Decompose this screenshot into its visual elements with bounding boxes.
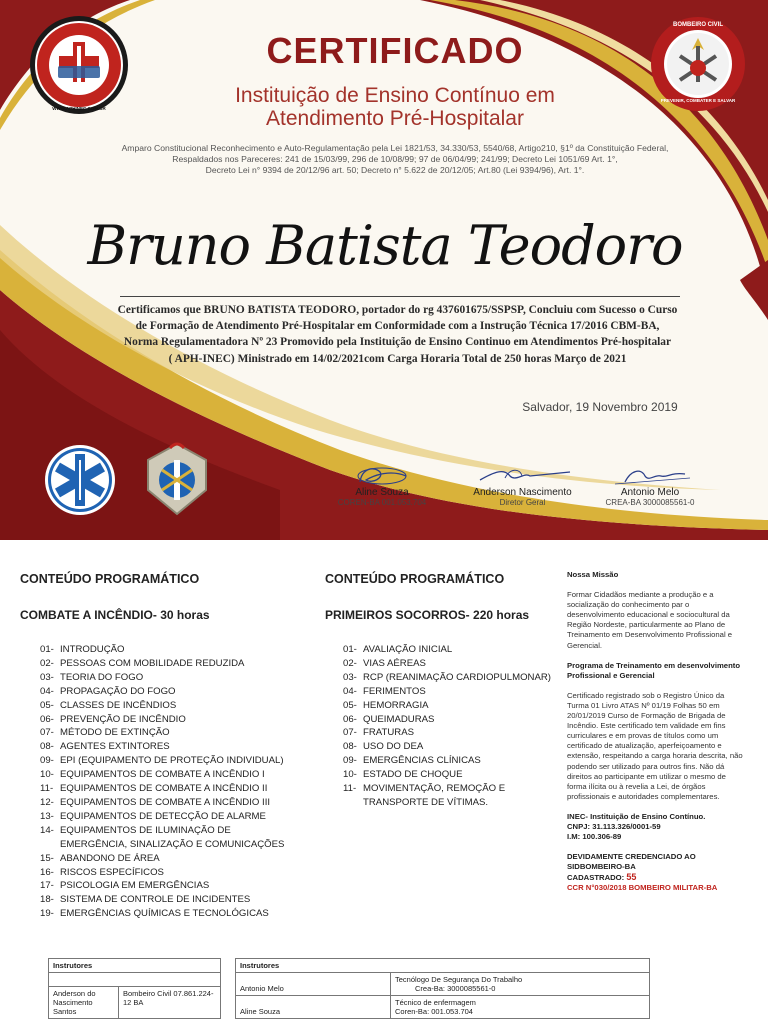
signature-name: Anderson Nascimento <box>473 487 572 498</box>
list-item <box>343 740 553 754</box>
mission-panel <box>567 570 747 894</box>
list-item-text: MÉTODO DE EXTINÇÃO <box>60 727 170 739</box>
list-item-text: PSICOLOGIA EM EMERGÊNCIAS <box>60 880 210 892</box>
signature-scribble-icon <box>322 462 442 488</box>
certificate-body <box>95 302 700 367</box>
program-text: Certificado registrado sob o Registro Único da Turma 01 Livro ATAS Nº 01/19 Folhas 50 em 20/01/2019 Curso de Formação de Brigada de Incêndio. Este certificado tem validade em fins curriculares e em provas de títulos como um certificado de atualização, aperfeiçoamento e extensão, respeitando a carga horaria descrita, não podendo ser utilizado para outros fins. Não dá direitos ao participante em utilizar o mesmo de forma ilícita ou à revelia a Lei, de órgãos profissionais e autoridades complementares. <box>567 690 743 801</box>
cadastrado-value: 55 <box>626 872 637 883</box>
list-item-text: EQUIPAMENTOS DE DETECÇÃO DE ALARME <box>60 810 266 822</box>
cadastrado-line <box>567 872 747 883</box>
instructors-header: Instrutores <box>49 959 221 973</box>
cadastrado-label: CADASTRADO: <box>567 873 625 883</box>
list-item <box>40 713 300 727</box>
list-item <box>40 685 300 699</box>
program-right-list <box>343 643 553 810</box>
star-of-life-icon <box>44 444 116 516</box>
inec-seal-icon <box>28 14 130 116</box>
list-item <box>40 671 300 685</box>
list-item-number: 10- <box>343 769 357 781</box>
list-item-text: EQUIPAMENTOS DE COMBATE A INCÊNDIO III <box>60 796 271 808</box>
list-item-number: 09- <box>40 755 54 767</box>
list-item <box>40 768 300 782</box>
list-item <box>40 824 300 852</box>
list-item-number: 05- <box>343 699 357 711</box>
body-line3: Norma Regulamentadora Nº 23 Promovido pela Instituição de Ensino Continuo em Atendimentos Pré-hospitalar <box>123 336 672 349</box>
signature-scribble-icon <box>595 462 705 488</box>
list-item-text: AVALIAÇÃO INICIAL <box>363 644 453 655</box>
list-item-text: VIAS AÉREAS <box>363 657 426 669</box>
table-row <box>236 996 650 1019</box>
list-item <box>40 852 300 866</box>
list-item <box>343 726 553 740</box>
list-item <box>343 768 553 782</box>
list-item-number: 10- <box>40 769 54 781</box>
list-item-text: RCP (REANIMAÇÃO CARDIOPULMONAR) <box>363 671 551 683</box>
list-item <box>343 699 553 713</box>
ccr-registration: CCR N°030/2018 BOMBEIRO MILITAR-BA <box>567 883 718 893</box>
list-item <box>40 907 300 921</box>
instructor-info <box>391 996 650 1019</box>
signature-anderson <box>460 462 585 508</box>
list-item <box>343 754 553 768</box>
list-item-number: 09- <box>343 755 357 767</box>
list-item-text: HEMORRAGIA <box>363 699 429 711</box>
bombeiro-seal-bottom-label: PREVENIR, COMBATER E SALVAR <box>660 98 736 103</box>
list-item <box>343 643 553 657</box>
instructors-table-left <box>48 958 221 1019</box>
instructor-info: Bombeiro Civil 07.861.224-12 BA <box>119 987 221 1019</box>
list-item-number: 07- <box>343 727 357 739</box>
instructor-name: Aline Souza <box>236 996 391 1019</box>
list-item-number: 16- <box>40 866 54 878</box>
list-item-text: EPI (EQUIPAMENTO DE PROTEÇÃO INDIVIDUAL) <box>60 755 284 767</box>
list-item-text: ESTADO DE CHOQUE <box>363 769 463 781</box>
list-item-number: 19- <box>40 908 54 920</box>
signature-role: Diretor Geral <box>499 498 546 507</box>
place-date: Salvador, 19 Novembro 2019 <box>522 400 678 414</box>
list-item <box>343 685 553 699</box>
program-left-subheading: COMBATE A INCÊNDIO- 30 horas <box>20 608 210 622</box>
list-item-text: EMERGÊNCIAS QUÍMICAS E TECNOLÓGICAS <box>60 908 269 920</box>
legal-basis <box>105 143 685 176</box>
instructor-info-line1: Técnico de enfermagem <box>395 998 476 1007</box>
list-item-text: QUEIMADURAS <box>363 713 435 725</box>
list-item <box>343 657 553 671</box>
instructor-name: Anderson do Nascimento Santos <box>49 987 119 1019</box>
list-item-number: 12- <box>40 796 54 808</box>
instructors-table-right <box>235 958 650 1019</box>
program-left-heading: CONTEÚDO PROGRAMÁTICO <box>20 572 200 586</box>
legal-line3: Decreto Lei n° 9394 de 20/12/96 art. 50; Decreto n° 5.622 de 20/12/05; Art.80 (Lei 9394/96), Art. 1°. <box>205 165 585 175</box>
cnpj: CNPJ: 31.113.326/0001-59 <box>567 821 661 831</box>
list-item-text: FERIMENTOS <box>363 685 426 697</box>
municipal-registration: I.M: 100.306-89 <box>567 832 622 842</box>
list-item-number: 13- <box>40 810 54 822</box>
certificate-subtitle-line2: Atendimento Pré-Hospitalar <box>266 107 524 130</box>
list-item <box>343 713 553 727</box>
list-item-number: 18- <box>40 894 54 906</box>
body-line1: Certificamos que BRUNO BATISTA TEODORO, portador do rg 437601675/SSPSP, Concluiu com Sucesso o Curso <box>117 304 678 316</box>
list-item-number: 06- <box>343 713 357 725</box>
mission-text: Formar Cidadãos mediante a produção e a socialização do conhecimento par o desenvolvimento educacional e sociocultural da Região Nordeste, particularmente ao Plano de Treinamento em Desenvolvimento Profissional e Gerencial. <box>567 590 733 650</box>
firefighter-emblem-icon <box>140 440 214 518</box>
body-line4: ( APH-INEC) Ministrado em 14/02/2021com Carga Horaria Total de 250 horas Março de 2021 <box>168 352 627 365</box>
signature-role: COREN-BA 001.053.704 <box>337 498 427 507</box>
list-item <box>40 699 300 713</box>
mission-title: Nossa Missão <box>567 570 619 579</box>
list-item <box>40 782 300 796</box>
instructor-info-line2: Coren-Ba: 001.053.704 <box>395 1007 473 1016</box>
program-right-subheading: PRIMEIROS SOCORROS- 220 horas <box>325 608 530 622</box>
list-item <box>343 671 553 685</box>
signature-name: Aline Souza <box>355 487 409 498</box>
signature-name: Antonio Melo <box>620 487 680 498</box>
list-item <box>343 782 553 810</box>
list-item <box>40 796 300 810</box>
list-item <box>40 657 300 671</box>
list-item-number: 06- <box>40 713 54 725</box>
list-item-text: EQUIPAMENTOS DE COMBATE A INCÊNDIO II <box>60 783 268 795</box>
signature-scribble-icon <box>460 462 585 488</box>
list-item-number: 01- <box>343 644 357 655</box>
instructors-header: Instrutores <box>236 959 650 973</box>
signature-antonio <box>595 462 705 508</box>
list-item-text: PREVENÇÃO DE INCÊNDIO <box>60 713 186 725</box>
list-item-number: 08- <box>40 741 54 753</box>
list-item-number: 03- <box>343 671 357 683</box>
list-item-text: EQUIPAMENTOS DE COMBATE A INCÊNDIO I <box>60 769 265 781</box>
table-row <box>49 987 221 1019</box>
list-item-number: 01- <box>40 644 54 655</box>
program-right-heading: CONTEÚDO PROGRAMÁTICO <box>325 572 505 586</box>
table-row <box>236 973 650 996</box>
list-item-number: 04- <box>40 685 54 697</box>
list-item-number: 15- <box>40 852 54 864</box>
bombeiro-seal-top-label: BOMBEIRO CIVIL <box>672 22 723 28</box>
list-item-text: USO DO DEA <box>363 741 424 753</box>
instructor-info-line1: Tecnólogo De Segurança Do Trabalho <box>395 975 523 984</box>
certificate-subtitle <box>170 84 620 130</box>
list-item-number: 11- <box>40 783 54 795</box>
list-item <box>40 879 300 893</box>
legal-line2: Respaldados nos Pareceres: 241 de 15/03/99, 296 de 10/08/99; 97 de 06/04/99; 241/99; Decreto Lei 1051/69 Art. 1°, <box>172 154 618 164</box>
inec-seal-url: WWW.APHINEC.COM.BR <box>52 106 106 111</box>
list-item-text: PROPAGAÇÃO DO FOGO <box>60 685 176 697</box>
list-item-text: MOVIMENTAÇÃO, REMOÇÃO E TRANSPORTE DE VÍTIMAS. <box>363 783 506 808</box>
list-item <box>40 754 300 768</box>
list-item <box>40 893 300 907</box>
signature-role: CREA-BA 3000085561-0 <box>605 498 695 507</box>
list-item-text: RISCOS ESPECÍFICOS <box>60 866 164 878</box>
legal-line1: Amparo Constitucional Reconhecimento e Auto-Regulamentação pela Lei 1821/53, 34.330/53, 5540/68, Artigo210, §1º da Constituição Federal, <box>121 143 669 153</box>
list-item-number: 03- <box>40 671 54 683</box>
list-item-text: INTRODUÇÃO <box>60 644 125 655</box>
list-item-text: EQUIPAMENTOS DE ILUMINAÇÃO DE EMERGÊNCIA, SINALIZAÇÃO E COMUNICAÇÕES <box>60 824 285 850</box>
signature-aline <box>322 462 442 508</box>
list-item-text: SISTEMA DE CONTROLE DE INCIDENTES <box>60 894 251 906</box>
list-item-text: FRATURAS <box>363 727 414 739</box>
list-item-number: 14- <box>40 824 54 836</box>
list-item-text: EMERGÊNCIAS CLÍNICAS <box>363 755 481 767</box>
list-item-number: 02- <box>40 657 54 669</box>
list-item-number: 05- <box>40 699 54 711</box>
body-line2: de Formação de Atendimento Pré-Hospitalar em Conformidade com a Instrução Técnica 17/2016 CBM-BA, <box>135 320 660 333</box>
list-item-number: 11- <box>343 783 357 795</box>
list-item-number: 04- <box>343 685 357 697</box>
list-item-number: 02- <box>343 657 357 669</box>
list-item <box>40 810 300 824</box>
list-item-number: 08- <box>343 741 357 753</box>
name-underline <box>120 296 680 297</box>
accredited-title: DEVIDAMENTE CREDENCIADO AO SIDBOMBEIRO-BA <box>567 852 696 872</box>
list-item <box>40 740 300 754</box>
inec-title: INEC- Instituição de Ensino Contínuo. <box>567 811 706 821</box>
certificate-title: CERTIFICADO <box>266 30 524 71</box>
list-item-number: 07- <box>40 727 54 739</box>
instructor-info-line2: Crea-Ba: 3000085561-0 <box>415 984 496 993</box>
list-item-text: PESSOAS COM MOBILIDADE REDUZIDA <box>60 657 245 669</box>
table-spacer <box>49 973 221 987</box>
inec-seal-center-label: APH <box>73 90 85 96</box>
instructor-name: Antonio Melo <box>236 973 391 996</box>
list-item-text: AGENTES EXTINTORES <box>60 741 170 753</box>
list-item <box>40 866 300 880</box>
list-item-number: 17- <box>40 880 54 892</box>
instructor-info <box>391 973 650 996</box>
program-title: Programa de Treinamento em desenvolvimento Profissional e Gerencial <box>567 660 741 680</box>
list-item-text: CLASSES DE INCÊNDIOS <box>60 699 177 711</box>
certificate-subtitle-line1: Instituição de Ensino Contínuo em <box>235 84 555 107</box>
list-item <box>40 643 300 657</box>
list-item-text: ABANDONO DE ÁREA <box>60 852 160 864</box>
program-left-list <box>40 643 300 921</box>
list-item-text: TEORIA DO FOGO <box>60 671 144 683</box>
list-item <box>40 726 300 740</box>
recipient-name: Bruno Batista Teodoro <box>87 214 683 277</box>
